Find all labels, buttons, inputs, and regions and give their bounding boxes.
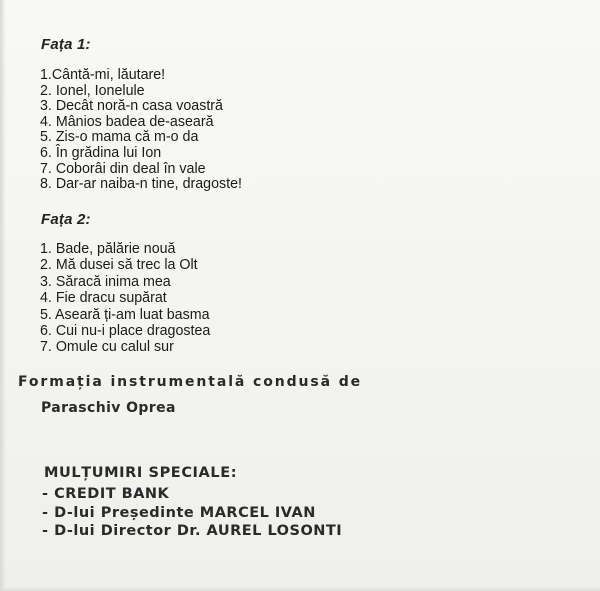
special-thanks-title: MULȚUMIRI SPECIALE: (44, 465, 238, 481)
side1-heading: Fața 1: (41, 36, 91, 53)
track-item: 4. Fie dracu supărat (40, 289, 167, 307)
track-item: 4. Mânios badea de-aseară (40, 112, 214, 130)
special-thanks-list (42, 485, 342, 541)
thanks-item: - CREDIT BANK (42, 486, 170, 502)
track-item: 7. Omule cu calul sur (40, 338, 174, 356)
track-item: 1. Bade, pălărie nouă (40, 240, 176, 257)
paper-bottom-shadow (0, 587, 600, 591)
track-item: 8. Dar-ar naiba-n tine, dragoste! (40, 175, 242, 193)
thanks-item: - D-lui Președinte MARCEL IVAN (42, 504, 316, 521)
side2-heading: Fața 2: (41, 211, 91, 228)
track-item: 5. Aseară ți-am luat basma (40, 305, 210, 323)
thanks-item: - D-lui Director Dr. AUREL LOSONTI (42, 523, 343, 539)
track-item: 6. În grădina lui Ion (40, 143, 162, 161)
track-item: 3. Decât noră-n casa voastră (40, 97, 223, 115)
track-item: 7. Coborâi din deal în vale (40, 159, 206, 177)
paper-edge-shadow (0, 0, 6, 591)
track-item: 6. Cui nu-i place dragostea (40, 322, 211, 340)
band-credit-line: Formația instrumentală condusă de (18, 374, 363, 390)
track-item: 3. Săracă inima mea (40, 272, 171, 290)
track-item: 5. Zis-o mama că m-o da (40, 128, 199, 146)
band-leader-name: Paraschiv Oprea (41, 400, 176, 416)
track-item: 2. Ionel, Ionelule (40, 81, 145, 99)
side1-tracklist (40, 67, 253, 192)
track-item: 2. Mă dusei să trec la Olt (40, 256, 198, 274)
track-item: 1.Cântă-mi, lăutare! (40, 66, 166, 83)
side2-tracklist (40, 241, 219, 356)
